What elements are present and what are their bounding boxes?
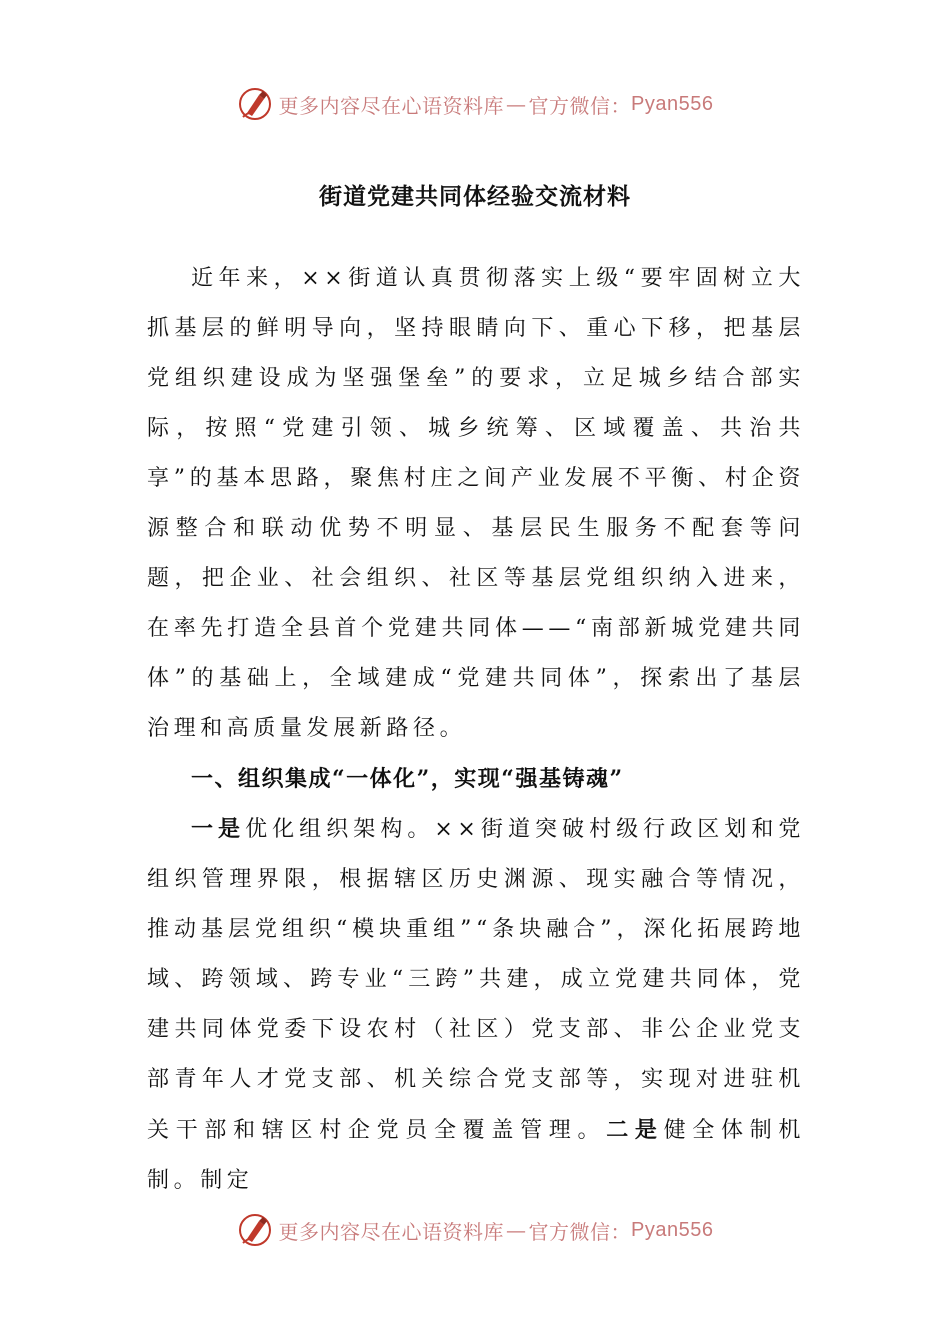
section-text-2: 健全体制机制。制定: [147, 1118, 805, 1193]
watermark-footer: [0, 1208, 950, 1252]
section-heading: 一、组织集成“一体化”，实现“强基铸魂”: [191, 766, 624, 792]
watermark-text: 更多内容尽在心语资料库: [278, 93, 505, 118]
document-body: [147, 254, 805, 1206]
pen-nib-circle-icon: [237, 1212, 273, 1248]
section-paragraph: [147, 804, 805, 1206]
watermark-wechat-label: 官方微信：: [528, 1219, 632, 1244]
watermark-wechat-id: Pyan556: [631, 92, 714, 115]
watermark-header: [0, 82, 950, 126]
lead-phrase-1: 一是: [191, 816, 246, 842]
watermark-text: 更多内容尽在心语资料库: [278, 1219, 505, 1244]
watermark-separator: —: [506, 1218, 527, 1242]
watermark-wechat-label: 官方微信：: [528, 93, 632, 118]
document-title: 街道党建共同体经验交流材料: [319, 183, 631, 210]
section-text-1: 优化组织架构。××街道突破村级行政区划和党组织管理界限，根据辖区历史渊源、现实融合等情况，推动基层党组织“模块重组”“条块融合”，深化拓展跨地域、跨领域、跨专业“三跨”共建，成立党建共同体，党建共同体党委下设农村（社区）党支部、非公企业党支部青年人才党支部、机关综合党支部等，实现对进驻机关干部和辖区村企党员全覆盖管理。: [147, 817, 806, 1143]
watermark-wechat-id: Pyan556: [631, 1218, 714, 1241]
lead-phrase-2: 二是: [606, 1117, 664, 1143]
intro-paragraph: 近年来，××街道认真贯彻落实上级“要牢固树立大抓基层的鲜明导向，坚持眼睛向下、重心下移，把基层党组织建设成为坚强堡垒”的要求，立足城乡结合部实际，按照“党建引领、城乡统筹、区域覆盖、共治共享”的基本思路，聚焦村庄之间产业发展不平衡、村企资源整合和联动优势不明显、基层民生服务不配套等问题，把企业、社会组织、社区等基层党组织纳入进来，在率先打造全县首个党建共同体——“南部新城党建共同体”的基础上，全域建成“党建共同体”，探索出了基层治理和高质量发展新路径。: [147, 266, 805, 741]
watermark-separator: —: [506, 92, 527, 116]
pen-nib-circle-icon: [237, 86, 273, 122]
